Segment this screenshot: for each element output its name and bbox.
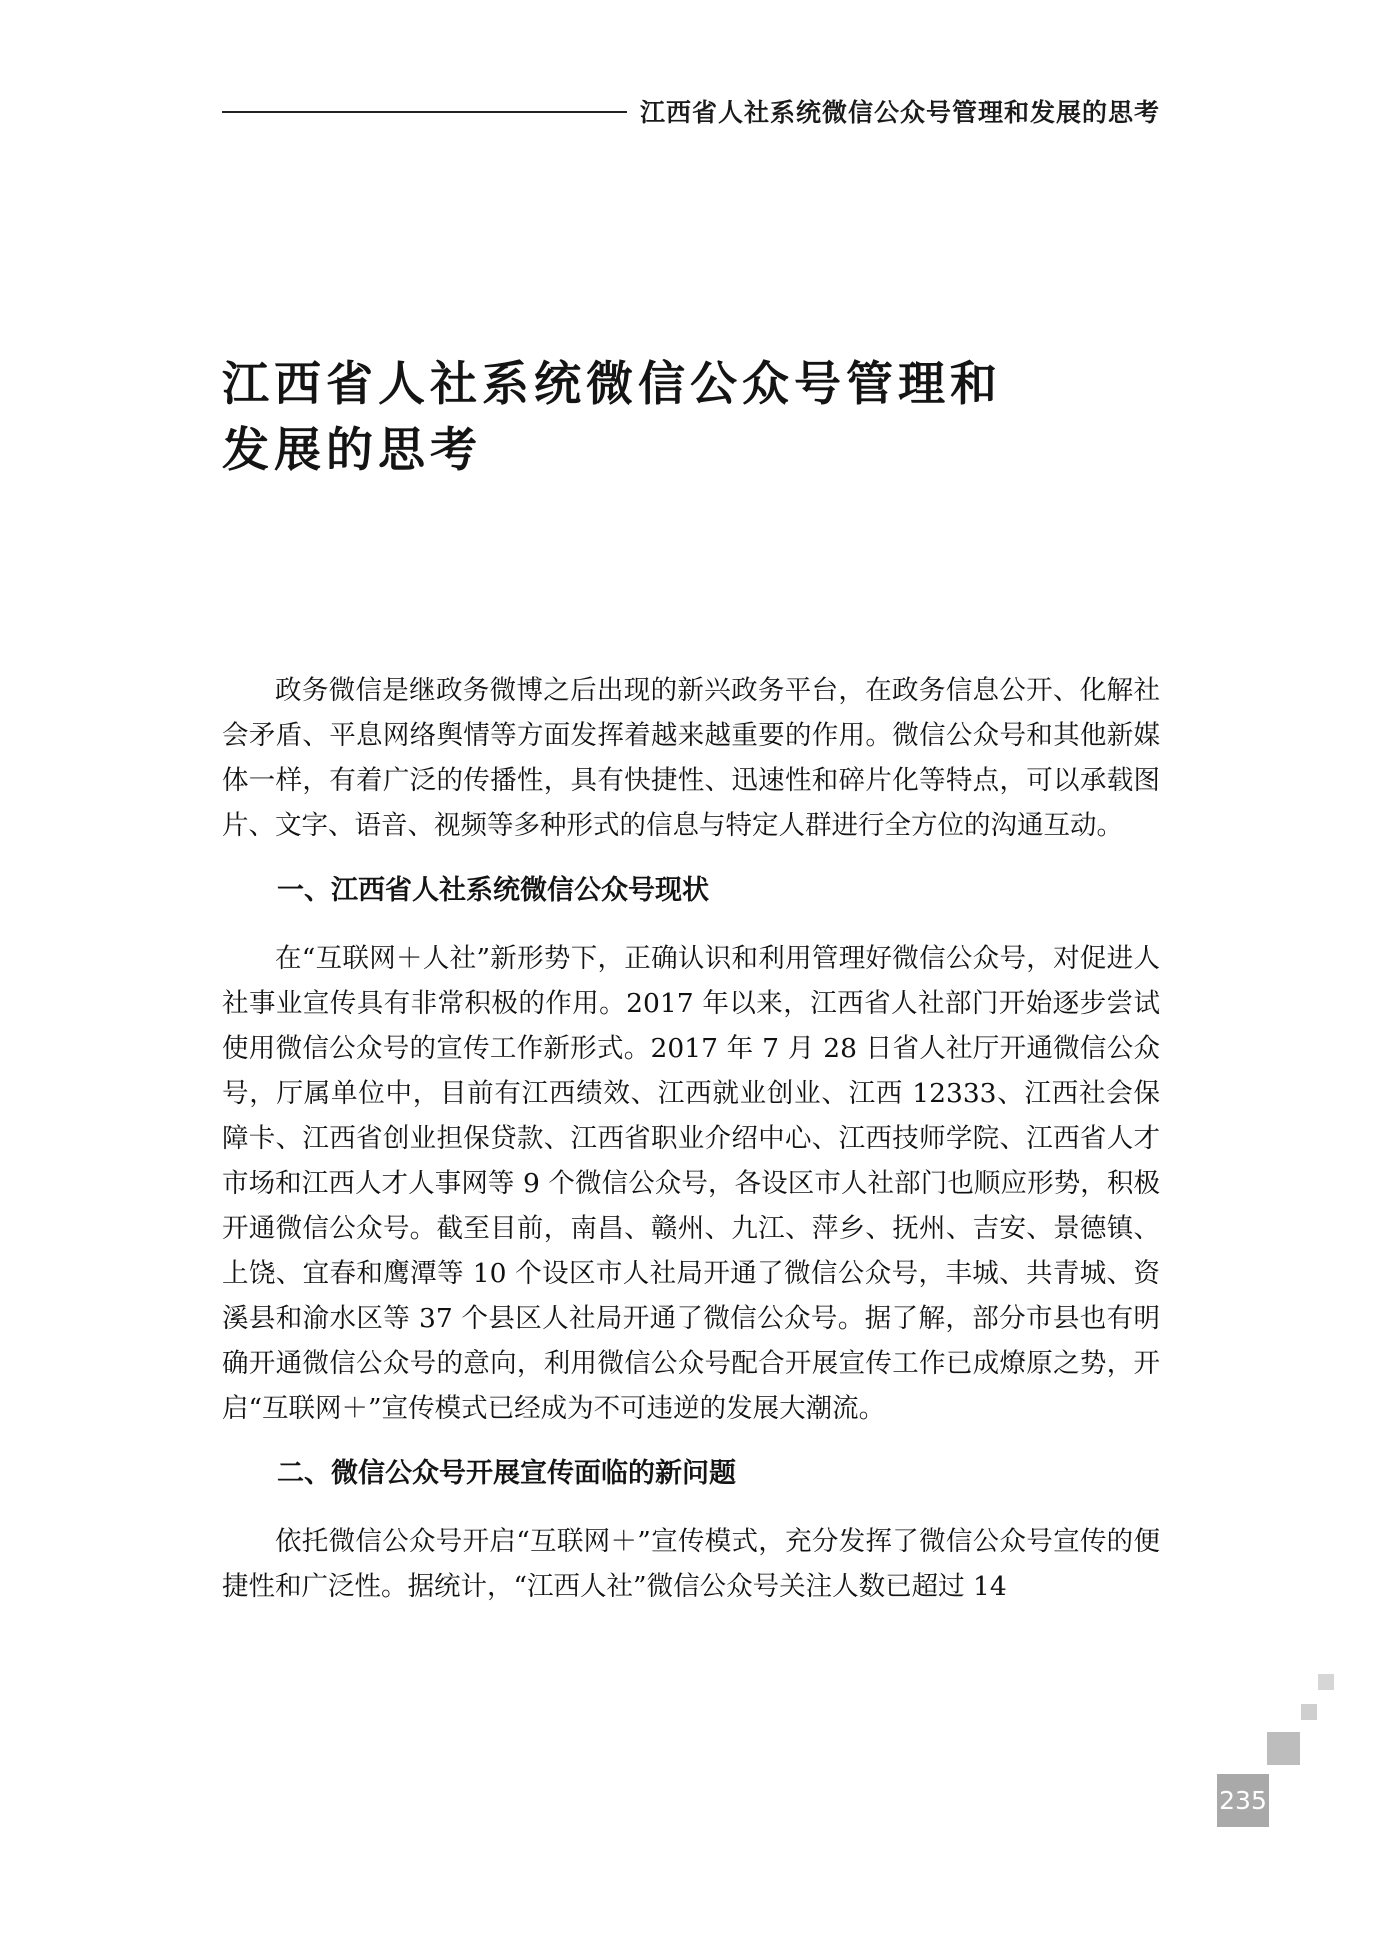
header-rule — [222, 111, 627, 113]
intro-paragraph: 政务微信是继政务微博之后出现的新兴政务平台，在政务信息公开、化解社会矛盾、平息网络舆情等方面发挥着越来越重要的作用。微信公众号和其他新媒体一样，有着广泛的传播性，具有快捷性、迅速性和碎片化等特点，可以承载图片、文字、语音、视频等多种形式的信息与特定人群进行全方位的沟通互动。 — [222, 675, 1160, 841]
section-1-heading: 一、江西省人社系统微信公众号现状 — [277, 875, 709, 906]
article-title-line-2: 发展的思考 — [222, 423, 482, 478]
article-title — [222, 352, 1002, 484]
section-1-paragraph: 在“互联网＋人社”新形势下，正确认识和利用管理好微信公众号，对促进人社事业宣传具有非常积极的作用。2017 年以来，江西省人社部门开始逐步尝试使用微信公众号的宣传工作新形式。2017 年 7 月 28 日省人社厅开通微信公众号，厅属单位中，目前有江西绩效、江西就业创业、江西 12333、江西社会保障卡、江西省创业担保贷款、江西省职业介绍中心、江西技师学院、江西省人才市场和江西人才人事网等 9 个微信公众号，各设区市人社部门也顺应形势，积极开通微信公众号。截至目前，南昌、赣州、九江、萍乡、抚州、吉安、景德镇、上饶、宜春和鹰潭等 10 个设区市人社局开通了微信公众号，丰城、共青城、资溪县和渝水区等 37 个县区人社局开通了微信公众号。据了解，部分市县也有明确开通微信公众号的意向，利用微信公众号配合开展宣传工作已成燎原之势，开启“互联网＋”宣传模式已经成为不可违逆的发展大潮流。 — [222, 943, 1160, 1424]
article-body — [222, 668, 1160, 1609]
decorative-square-medium — [1267, 1732, 1300, 1765]
decorative-square-small — [1318, 1674, 1334, 1690]
page-number: 235 — [1217, 1774, 1269, 1827]
section-2-paragraph: 依托微信公众号开启“互联网＋”宣传模式，充分发挥了微信公众号宣传的便捷性和广泛性。据统计，“江西人社”微信公众号关注人数已超过 14 — [222, 1526, 1160, 1602]
decorative-square-small — [1301, 1704, 1317, 1720]
running-header: 江西省人社系统微信公众号管理和发展的思考 — [639, 98, 1160, 127]
article-title-line-1: 江西省人社系统微信公众号管理和 — [222, 357, 1002, 412]
section-2-heading: 二、微信公众号开展宣传面临的新问题 — [277, 1458, 736, 1489]
